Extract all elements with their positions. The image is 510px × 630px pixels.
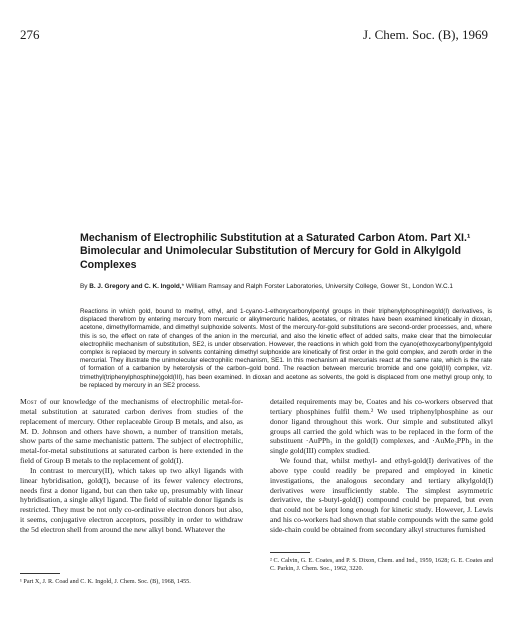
footnote-2: ² C. Calvin, G. E. Coates, and P. S. Dixon, Chem. and Ind., 1959, 1628; G. E. Coates and C. Parkin, J. Chem. Soc., 1962, 3220. (270, 557, 493, 572)
first-word: Most (20, 397, 37, 406)
article-title: Mechanism of Electrophilic Substitution at a Saturated Carbon Atom. Part XI.¹ Bimolecular and Unimolecular Substitution of Mercury for Gold in Alkylgold Complexes (80, 232, 471, 271)
byline (80, 283, 490, 292)
paragraph: detailed requirements may be, Coates and his co-workers observed that tertiary phosphines fulfil them.² We used triphenylphosphine as our donor ligand throughout this work. Our simple and substituted alkyl groups all carried the gold which was to be replaced in the form of the substituent ·AuPPh₃ in the gold(I) complexes, and ·AuMe₂PPh₃ in the single gold(III) complex studied. (270, 397, 493, 456)
paragraph (20, 397, 243, 466)
footnote-1: ¹ Part X, J. R. Coad and C. K. Ingold, J. Chem. Soc. (B), 1968, 1455. (20, 578, 191, 585)
abstract: Reactions in which gold, bound to methyl, ethyl, and 1-cyano-1-ethoxycarbonylpentyl groups in their triphenylphosphinegold(I) derivatives, is displaced therefrom by entering mercury from mercuric or alkylmercuric halides, acetates, or nitrates have been examined kinetically in dioxan, acetone, dimethylformamide, and dimethyl sulphoxide solvents. Most of the mercury-for-gold substitutions are second-order processes, and, where this is so, the effect on rate of changes of the anion in the mercurial, and also the kinetic effect of added salts, make clear that the bimolecular electrophilic mechanism of substitution, SE2, is under observation. However, the reactions in which gold from the cyano(ethoxycarbonyl)pentylgold complex is replaced by mercury in solvents containing dimethyl sulphoxide are kinetically of first order in the gold complex, and zeroth order in the mercurial. They illustrate the unimolecular electrophilic mechanism, SE1. In this mechanism all mercurials react at the same rate, which is the rate of formation of a carbanion by heterolysis of the carbon–gold bond. The reaction between mercuric bromide and one gold(III) complex, viz. trimethyl(triphenylphosphine)gold(III), has been examined. In dioxan and acetone as solvents, the gold is displaced from one methyl group only, to be replaced by mercury in an SE2 process. (80, 308, 492, 389)
body-column-left (20, 397, 243, 535)
journal-citation: J. Chem. Soc. (B), 1969 (363, 27, 488, 42)
body-column-right (270, 397, 493, 535)
paragraph-text: of our knowledge of the mechanisms of electrophilic metal-for-metal substitution at saturated carbon derives from studies of the replacement of mercury. Other replaceable Group B metals, and also, as M. D. Johnson and others have shown, a number of transition metals, show parts of the same mechanistic pattern. The subject of electrophilic, metal-for-metal substitutions at saturated carbon is here extended in the field of Group B metals to the replacement of gold(I). (20, 397, 243, 466)
byline-prefix: By (80, 283, 88, 290)
author-names: B. J. Gregory and C. K. Ingold, (89, 283, 182, 290)
paragraph: We found that, whilst methyl- and ethyl-gold(I) derivatives of the above type could readily be prepared and employed in kinetic investigations, the analogous secondary and tertiary alkylgold(I) derivatives were insufficiently stable. The simplest asymmetric derivative, the s-butyl-gold(I) compound could be prepared, but even that could not be kept long enough for kinetic study. However, J. Lewis and his co-workers had shown that stable compounds with the same gold side-chain could be obtained from secondary alkyl structures furnished (270, 456, 493, 534)
paragraph: In contrast to mercury(II), which takes up two alkyl ligands with linear hybridisation, gold(I), because of its fewer valency electrons, needs first a donor ligand, but can then take up, presumably with linear hybridisation, a single alkyl ligand. The field of suitable donor ligands is restricted. They must be not only co-ordinative electron donors but also, it seems, conjugative electron acceptors, possibly in order to withdraw the 5d electron shell from around the new alkyl bond. Whatever the (20, 465, 243, 534)
page-number: 276 (20, 27, 40, 42)
footnote-rule (270, 552, 310, 553)
affiliation: * William Ramsay and Ralph Forster Laboratories, University College, Gower St., London W.C.1 (181, 283, 453, 290)
footnote-rule (20, 573, 60, 574)
